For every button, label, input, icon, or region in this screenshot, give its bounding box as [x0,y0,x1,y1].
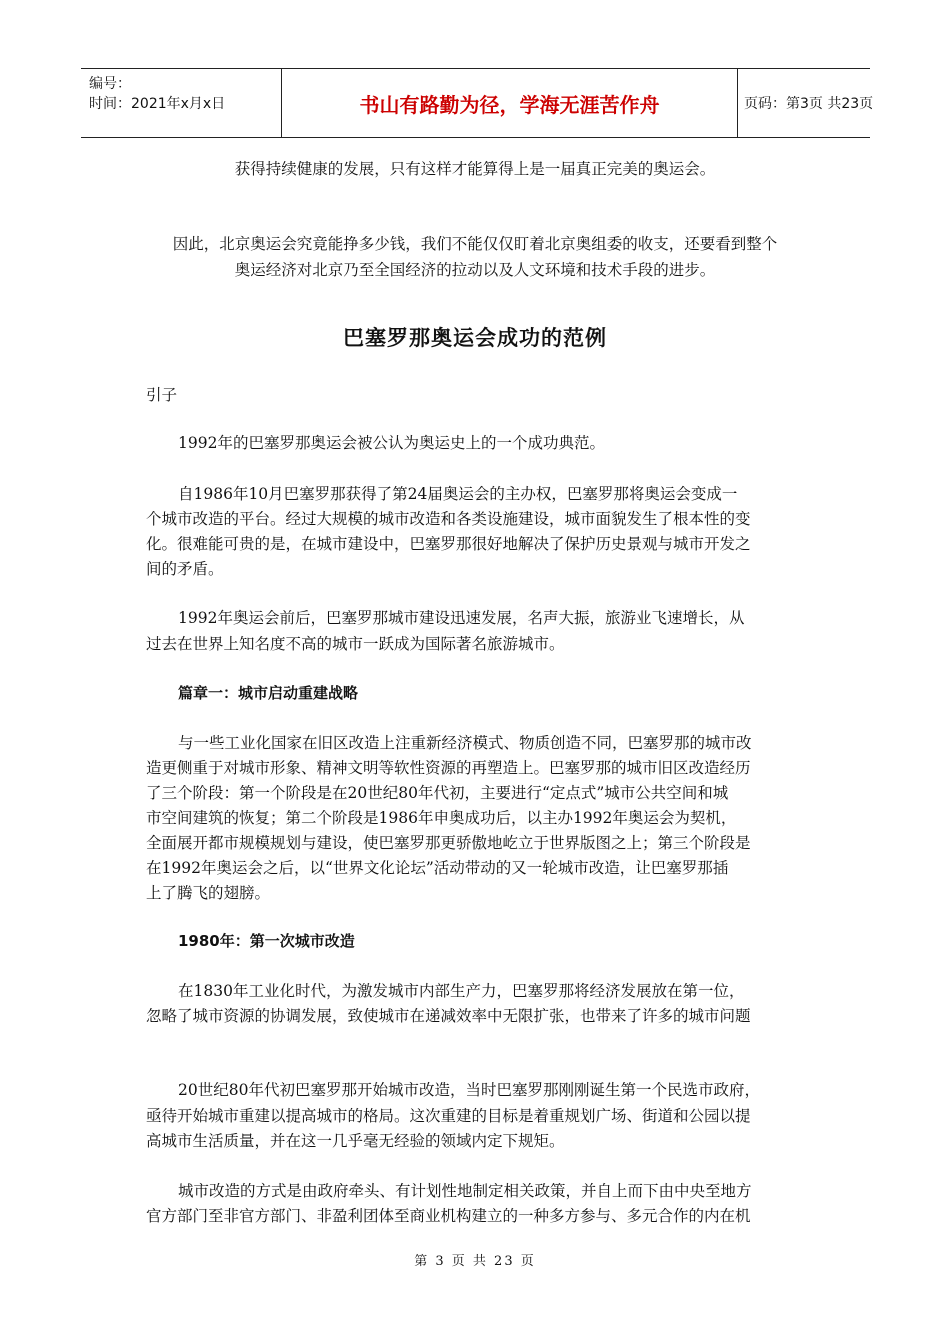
paragraph-line: 1992年奥运会前后，巴塞罗那城市建设迅速发展，名声大振，旅游业飞速增长，从 [178,609,745,627]
paragraph-line: 间的矛盾。 [146,560,224,578]
motto: 书山有路勤为径，学海无涯苦作舟 [359,92,660,117]
header-page-info: 页码：第3页 共23页 [744,96,874,112]
paragraph-line: 城市改造的方式是由政府牵头、有计划性地制定相关政策，并自上而下由中央至地方 [178,1182,752,1200]
paragraph-line: 造更侧重于对城市形象、精神文明等软性资源的再塑造上。巴塞罗那的城市旧区改造经历 [146,759,751,777]
paragraph-line: 与一些工业化国家在旧区改造上注重新经济模式、物质创造不同，巴塞罗那的城市改 [178,734,752,752]
paragraph-line: 官方部门至非官方部门、非盈利团体至商业机构建立的一种多方参与、多元合作的内在机 [146,1207,751,1225]
paragraph-line: 获得持续健康的发展，只有这样才能算得上是一届真正完美的奥运会。 [234,160,716,178]
paragraph-line: 因此，北京奥运会究竟能挣多少钱，我们不能仅仅盯着北京奥组委的收支，还要看到整个 [172,235,778,253]
number-label: 编号： [89,76,131,92]
intro-heading: 引子 [146,386,178,404]
paragraph-line: 忽略了城市资源的协调发展，致使城市在递减效率中无限扩张，也带来了许多的城市问题 [146,1007,751,1025]
section-heading: 1980年：第一次城市改造 [178,932,355,950]
paragraph-line: 高城市生活质量，并在这一几乎毫无经验的领域内定下规矩。 [146,1132,565,1150]
page-footer: 第 3 页 共 23 页 [414,1254,536,1269]
paragraph-line: 1992年的巴塞罗那奥运会被公认为奥运史上的一个成功典范。 [178,434,605,452]
header-table [81,68,874,138]
date-label: 时间：2021年x月x日 [89,96,226,112]
paragraph-line: 市空间建筑的恢复；第二个阶段是1986年申奥成功后，以主办1992年奥运会为契机， [146,809,737,827]
paragraph-line: 化。很难能可贵的是，在城市建设中，巴塞罗那很好地解决了保护历史景观与城市开发之 [146,535,751,553]
paragraph-line: 上了腾飞的翅膀。 [146,884,271,902]
header-motto-cell [281,69,738,137]
paragraph-line: 自1986年10月巴塞罗那获得了第24届奥运会的主办权，巴塞罗那将奥运会变成一 [178,485,738,503]
document-title: 巴塞罗那奥运会成功的范例 [343,326,607,350]
header-meta-cell [81,69,281,137]
paragraph-line: 在1830年工业化时代，为激发城市内部生产力，巴塞罗那将经济发展放在第一位， [178,982,745,1000]
paragraph-line: 奥运经济对北京乃至全国经济的拉动以及人文环境和技术手段的进步。 [234,261,716,279]
paragraph-line: 亟待开始城市重建以提高城市的格局。这次重建的目标是着重规划广场、街道和公园以提 [146,1107,751,1125]
chapter-heading: 篇章一：城市启动重建战略 [178,684,359,702]
paragraph-line: 了三个阶段：第一个阶段是在20世纪80年代初，主要进行“定点式”城市公共空间和城 [146,784,729,802]
paragraph-line: 全面展开都市规模规划与建设，使巴塞罗那更骄傲地屹立于世界版图之上；第三个阶段是 [146,834,751,852]
paragraph-line: 个城市改造的平台。经过大规模的城市改造和各类设施建设，城市面貌发生了根本性的变 [146,510,751,528]
paragraph-line: 在1992年奥运会之后，以“世界文化论坛”活动带动的又一轮城市改造，让巴塞罗那插 [146,859,729,877]
paragraph-line: 过去在世界上知名度不高的城市一跃成为国际著名旅游城市。 [146,635,565,653]
paragraph-line: 20世纪80年代初巴塞罗那开始城市改造，当时巴塞罗那刚刚诞生第一个民选市政府， [178,1081,760,1099]
